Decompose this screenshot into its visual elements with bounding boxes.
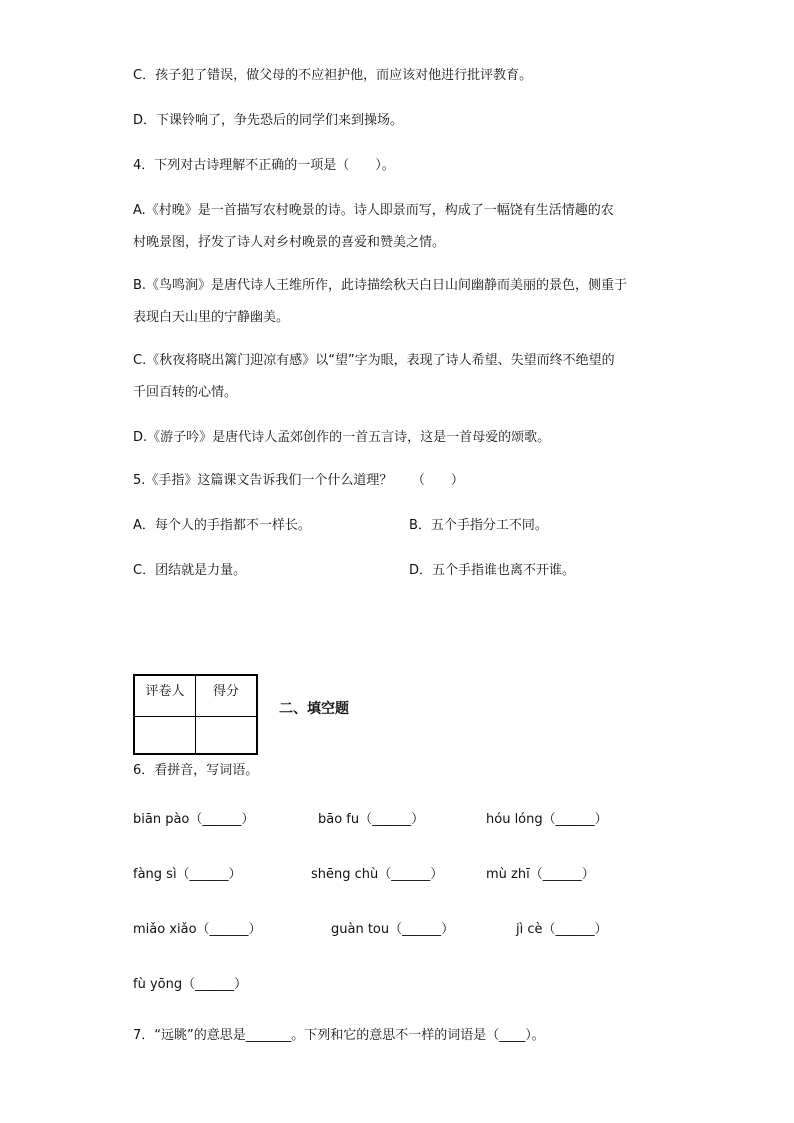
q6-item-9: jì cè（______）	[516, 922, 608, 937]
score-table-score-header: 得分	[196, 675, 258, 717]
q4-option-c-line1: C.《秋夜将晓出篱门迎凉有感》以“望”字为眼，表现了诗人希望、失望而终不绝望的	[133, 353, 615, 368]
q6-item-1: biān pào（______）	[133, 812, 255, 827]
q6-item-7: miǎo xiǎo（______）	[133, 922, 262, 937]
q6-item-6: mù zhī（______）	[486, 867, 595, 882]
q4-option-b-line1: B.《鸟鸣涧》是唐代诗人王维所作，此诗描绘秋天白日山间幽静而美丽的景色，侧重于	[133, 278, 628, 293]
section-title: 二、填空题	[279, 701, 349, 717]
q5-option-b: B．五个手指分工不同。	[409, 518, 548, 533]
q4-option-a-line2: 村晚景图，抒发了诗人对乡村晚景的喜爱和赞美之情。	[133, 235, 446, 250]
q3-option-c: C．孩子犯了错误，做父母的不应袒护他，而应该对他进行批评教育。	[133, 68, 533, 83]
q6-stem: 6．看拼音，写词语。	[133, 763, 259, 778]
q6-item-3: hóu lóng（______）	[486, 812, 608, 827]
q4-stem: 4．下列对古诗理解不正确的一项是（ ）。	[133, 158, 395, 173]
q4-option-b-line2: 表现白天山里的宁静幽美。	[133, 310, 290, 325]
q5-option-d: D．五个手指谁也离不开谁。	[409, 563, 576, 578]
q7-stem: 7．“远眺”的意思是_______。下列和它的意思不一样的词语是（____）。	[133, 1028, 545, 1043]
q4-option-d: D.《游子吟》是唐代诗人孟郊创作的一首五言诗，这是一首母爱的颂歌。	[133, 430, 551, 445]
score-table-grader-cell[interactable]	[134, 717, 196, 755]
score-table-score-cell[interactable]	[196, 717, 258, 755]
q6-item-5: shēng chù（______）	[311, 867, 444, 882]
q5-option-a: A．每个人的手指都不一样长。	[133, 518, 311, 533]
score-table-grader-header: 评卷人	[134, 675, 196, 717]
q5-option-c: C．团结就是力量。	[133, 563, 247, 578]
score-table	[133, 674, 258, 755]
q3-option-d: D．下课铃响了，争先恐后的同学们来到操场。	[133, 113, 404, 128]
q6-item-10: fù yōng（______）	[133, 977, 248, 992]
q6-item-8: guàn tou（______）	[331, 922, 455, 937]
q5-stem: 5.《手指》这篇课文告诉我们一个什么道理？ （ ）	[133, 473, 464, 488]
q4-option-c-line2: 千回百转的心情。	[133, 385, 238, 400]
q6-item-4: fàng sì（______）	[133, 867, 242, 882]
q6-item-2: bāo fu（______）	[318, 812, 425, 827]
q4-option-a-line1: A.《村晚》是一首描写农村晚景的诗。诗人即景而写，构成了一幅饶有生活情趣的农	[133, 203, 614, 218]
